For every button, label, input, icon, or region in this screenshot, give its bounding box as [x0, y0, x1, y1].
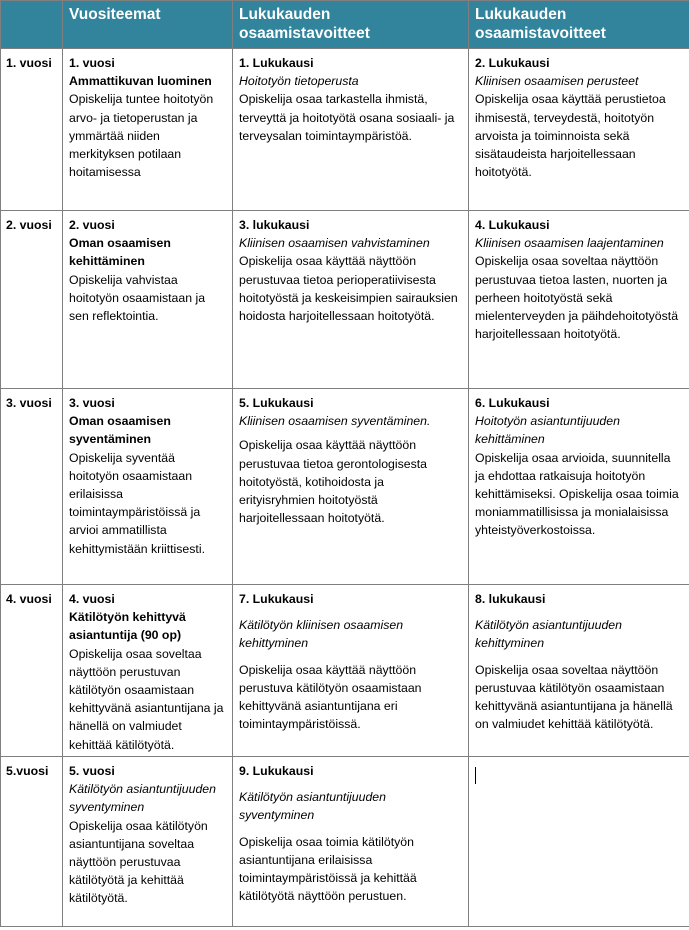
year-cell: [1, 757, 63, 927]
year-cell: [1, 389, 63, 585]
theme-cell: [63, 757, 233, 927]
semester-cell: [469, 389, 689, 585]
theme-title: 2. vuosi: [69, 218, 115, 232]
theme-title: 4. vuosi: [69, 592, 115, 606]
theme-subtitle: Oman osaamisen syventäminen: [69, 414, 171, 447]
semester-text: Opiskelija osaa soveltaa näyttöön perustuvaa tietoa lasten, nuorten ja perheen hoitotyöstä sekä mielenterveyden ja päihdehoitotyöstä harjoitellessaan hoitotyötä.: [475, 254, 679, 342]
table-row: [1, 49, 689, 211]
semester-cell: [233, 389, 469, 585]
theme-subtitle: Kätilötyön kehittyvä asiantuntija (90 op): [69, 610, 186, 643]
semester-name: Kätilötyön kliinisen osaamisen kehittyminen: [239, 618, 404, 651]
semester-title: 7. Lukukausi: [239, 592, 314, 606]
semester-cell: [233, 757, 469, 927]
theme-cell: [63, 49, 233, 211]
theme-text: Opiskelija syventää hoitotyön osaamistaan erilaisissa toimintaympäristöissä ja arvioi ammatillista kehittymistään kriittisesti.: [69, 450, 205, 556]
semester-cell: [469, 49, 689, 211]
header-semester-goals-b: Lukukauden osaamistavoitteet: [469, 1, 689, 49]
semester-text: Opiskelija osaa käyttää perustietoa ihmisestä, terveydestä, hoitotyön arvoista ja toiminnoista sekä sisätaudeista harjoitellessaan hoitotyötä.: [475, 92, 666, 180]
theme-text: Opiskelija vahvistaa hoitotyön osaamistaan ja sen reflektointia.: [69, 272, 206, 324]
theme-subtitle: Kätilötyön asiantuntijuuden syventyminen: [69, 782, 216, 815]
empty-editable-cell[interactable]: [469, 757, 689, 927]
table-row: [1, 211, 689, 389]
semester-name: Kätilötyön asiantuntijuuden syventyminen: [239, 790, 386, 823]
semester-name: Kätilötyön asiantuntijuuden kehittyminen: [475, 618, 622, 651]
text-cursor: [475, 767, 476, 784]
theme-text: Opiskelija tuntee hoitotyön arvo- ja tietoperustan ja ymmärtää niiden merkityksen potilaan hoitamisessa: [69, 92, 214, 180]
year-label: 4. vuosi: [6, 592, 52, 606]
header-semester-goals-a: Lukukauden osaamistavoitteet: [233, 1, 469, 49]
semester-title: 3. lukukausi: [239, 218, 310, 232]
year-cell: [1, 49, 63, 211]
theme-text: Opiskelija osaa soveltaa näyttöön perustuvan kätilötyön osaamistaan kehittyvänä asiantuntijana ja hänellä on valmiudet kehittää kätilötyötä.: [69, 646, 224, 752]
semester-name: Kliinisen osaamisen vahvistaminen: [239, 236, 430, 251]
table-row: [1, 757, 689, 927]
semester-title: 5. Lukukausi: [239, 396, 314, 410]
theme-subtitle: Ammattikuvan luominen: [69, 74, 212, 89]
semester-title: 4. Lukukausi: [475, 218, 550, 232]
semester-name: Kliinisen osaamisen perusteet: [475, 74, 639, 89]
semester-name: Hoitotyön asiantuntijuuden kehittäminen: [475, 414, 620, 447]
semester-text: Opiskelija osaa soveltaa näyttöön perustuvaa kätilötyön osaamistaan kehittyvänä asiantuntijana ja hänellä on valmiudet kehittää kätilötyötä.: [475, 662, 673, 732]
semester-cell: [469, 211, 689, 389]
header-year: [1, 1, 63, 49]
semester-text: Opiskelija osaa käyttää näyttöön perustuvaa tietoa gerontologisesta hoitotyöstä, kotihoidosta ja erityisryhmien hoitotyöstä harjoitellessaan hoitotyötä.: [239, 438, 427, 526]
year-cell: [1, 211, 63, 389]
year-label: 2. vuosi: [6, 218, 52, 232]
semester-name: Kliinisen osaamisen syventäminen.: [239, 414, 431, 429]
year-label: 5.vuosi: [6, 764, 49, 778]
header-row: [1, 1, 689, 49]
table-row: [1, 585, 689, 757]
semester-name: Hoitotyön tietoperusta: [239, 74, 359, 89]
semester-text: Opiskelija osaa arvioida, suunnitella ja ehdottaa ratkaisuja hoitotyön kehittämiseksi. Opiskelija osaa toimia moniammatillisissa ja monialaisissa yhteistyöverkostoissa.: [475, 450, 679, 538]
semester-title: 2. Lukukausi: [475, 56, 550, 70]
theme-cell: [63, 389, 233, 585]
semester-cell: [233, 585, 469, 757]
semester-name: Kliinisen osaamisen laajentaminen: [475, 236, 664, 251]
theme-title: 5. vuosi: [69, 764, 115, 778]
semester-text: Opiskelija osaa tarkastella ihmistä, terveyttä ja hoitotyötä osana sosiaali- ja terveysalan toimintaympäristöä.: [239, 92, 455, 143]
year-cell: [1, 585, 63, 757]
theme-title: 1. vuosi: [69, 56, 115, 70]
semester-cell: [469, 585, 689, 757]
theme-text: Opiskelija osaa kätilötyön asiantuntijana soveltaa näyttöön perustuvaa kätilötyötä ja kehittää kätilötyötä.: [69, 818, 208, 906]
theme-cell: [63, 585, 233, 757]
semester-text: Opiskelija osaa käyttää näyttöön perustuva kätilötyön osaamistaan kehittyvänä asiantuntijana eri toimintaympäristöissä.: [239, 662, 422, 732]
semester-cell: [233, 211, 469, 389]
semester-title: 1. Lukukausi: [239, 56, 314, 70]
semester-title: 8. lukukausi: [475, 592, 546, 606]
semester-text: Opiskelija osaa käyttää näyttöön perustuvaa tietoa perioperatiivisesta hoitotyöstä ja keskeisimpien sairauksien hoidosta harjoitellessaan hoitotyötä.: [239, 254, 458, 324]
theme-cell: [63, 211, 233, 389]
theme-title: 3. vuosi: [69, 396, 115, 410]
year-label: 3. vuosi: [6, 396, 52, 410]
semester-title: 6. Lukukausi: [475, 396, 550, 410]
theme-subtitle: Oman osaamisen kehittäminen: [69, 236, 171, 269]
semester-title: 9. Lukukausi: [239, 764, 314, 778]
table-row: [1, 389, 689, 585]
header-vuositeemat: Vuositeemat: [63, 1, 233, 49]
semester-cell: [233, 49, 469, 211]
semester-text: Opiskelija osaa toimia kätilötyön asiantuntijana erilaisissa toimintaympäristöissä ja kehittää kätilötyötä näyttöön perustuen.: [239, 834, 417, 904]
year-label: 1. vuosi: [6, 56, 52, 70]
